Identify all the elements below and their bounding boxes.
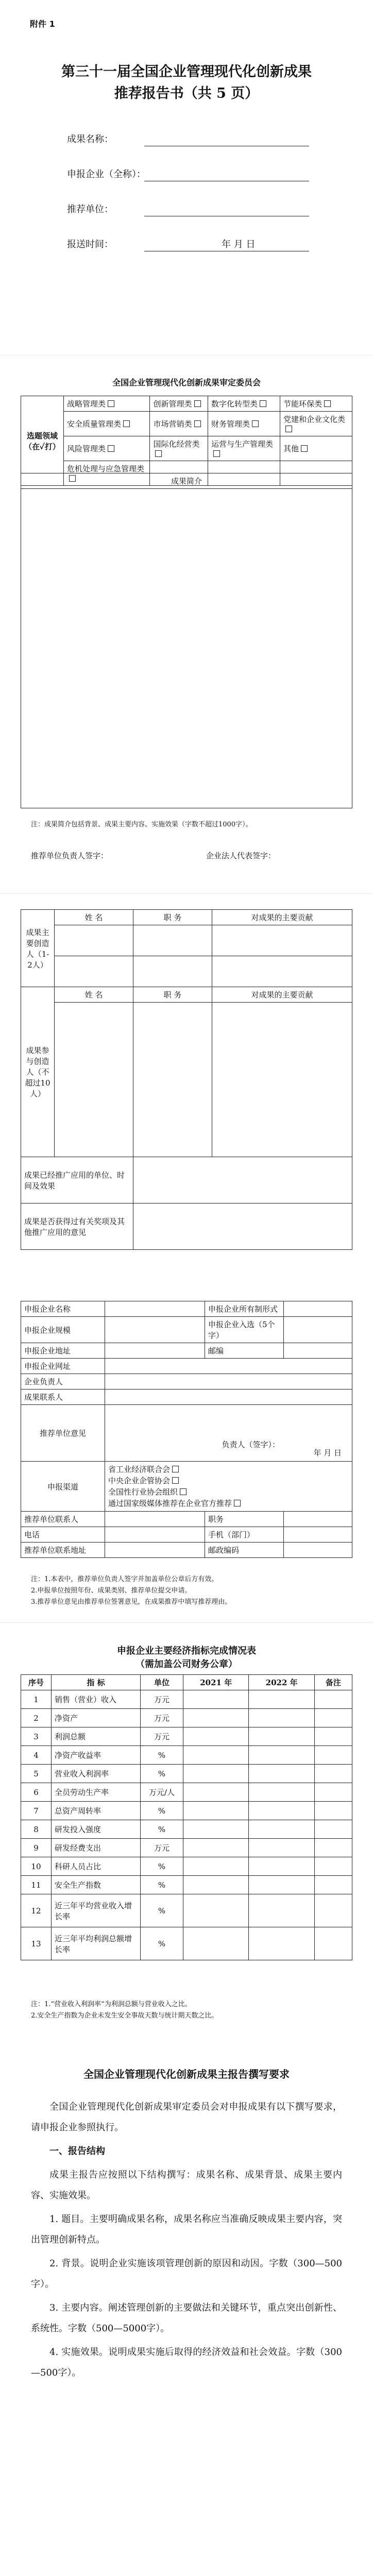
indicator-subtitle: （需加盖公司财务公章） xyxy=(135,1659,238,1670)
checkbox[interactable] xyxy=(260,400,266,407)
input-cell[interactable] xyxy=(249,1709,314,1727)
input-cell[interactable] xyxy=(105,1359,352,1374)
input-cell[interactable] xyxy=(183,1927,249,1960)
note-line: 3.推荐单位意见由推荐单位签署意见，在成果推荐中填写推荐理由。 xyxy=(31,1598,232,1606)
table-row xyxy=(21,1894,352,1927)
col-name: 姓 名 xyxy=(55,987,133,1003)
table-row xyxy=(21,1802,352,1820)
input-cell[interactable] xyxy=(249,1876,314,1894)
field-label: 成果名称： xyxy=(67,134,113,145)
checkbox[interactable] xyxy=(234,1500,241,1506)
recommend-label: 推荐单位意见 xyxy=(21,1405,105,1462)
table-cell: % xyxy=(141,1857,183,1876)
input-cell[interactable] xyxy=(105,1301,205,1317)
guide-body xyxy=(31,2097,342,2386)
input-cell[interactable] xyxy=(183,1746,249,1765)
input-cell[interactable] xyxy=(314,1894,352,1927)
input-cell[interactable] xyxy=(212,1003,352,1157)
input-cell[interactable] xyxy=(183,1876,249,1894)
checkbox[interactable] xyxy=(172,1466,179,1472)
input-cell[interactable] xyxy=(105,1374,352,1389)
input-cell[interactable] xyxy=(249,1690,314,1709)
summary-note: 注：成果简介包括背景、成果主要内容、实施效果（字数不超过1000字）。 xyxy=(31,821,252,828)
input-cell[interactable] xyxy=(314,1690,352,1709)
field-value: 年 月 日 xyxy=(222,239,256,250)
contact-label: 职务 xyxy=(205,1512,284,1527)
field-applicant[interactable] xyxy=(67,164,309,181)
checkbox[interactable] xyxy=(108,445,114,452)
input-cell[interactable] xyxy=(314,1802,352,1820)
category-cell[interactable]: 战略管理类 xyxy=(64,396,150,412)
col-header: 序号 xyxy=(21,1675,52,1690)
checkbox[interactable] xyxy=(252,420,259,427)
paragraph: 成果主报告应按照以下结构撰写：成果名称、成果背景、成果主要内容、实施效果。 xyxy=(31,2170,342,2201)
creators-page xyxy=(0,894,373,1623)
comment-input[interactable] xyxy=(133,1204,352,1250)
table-row xyxy=(21,1727,352,1746)
contact-label: 推荐单位联系地址 xyxy=(21,1543,105,1558)
participants-label: 成果参与创造人（不超过10人） xyxy=(21,987,55,1157)
annex-label: 附件 1 xyxy=(30,19,55,29)
table-cell: 1 xyxy=(21,1690,52,1709)
committee-header: 全国企业管理现代化创新成果审定委员会 xyxy=(112,378,261,387)
input-cell[interactable] xyxy=(133,956,212,987)
note-line: 2.申报单位按照年份、成果类别、推荐单位提交申请。 xyxy=(31,1587,192,1595)
paragraph: 1. 题目。主要明确成果名称，成果名称应当准确反映成果主要内容，突出管理创新特点。 xyxy=(31,2214,342,2245)
input-cell[interactable] xyxy=(249,1839,314,1857)
table-row xyxy=(21,1876,352,1894)
recommend-input[interactable] xyxy=(105,1405,352,1462)
table-cell: % xyxy=(141,1894,183,1927)
col-name: 姓 名 xyxy=(55,910,133,925)
category-cell[interactable]: 数字化转型类 xyxy=(208,396,280,412)
table-row xyxy=(21,1746,352,1765)
input-cell[interactable] xyxy=(249,1820,314,1839)
input-cell[interactable] xyxy=(249,1727,314,1746)
input-cell[interactable] xyxy=(314,1709,352,1727)
table-cell: 7 xyxy=(21,1802,52,1820)
table-cell: 销售（营业）收入 xyxy=(52,1690,141,1709)
note-line: 2.安全生产指数为企业未发生安全事故天数与统计期天数之比。 xyxy=(31,2012,218,2020)
comment-label: 成果是否获得过有关奖项及其他推广应用的意见 xyxy=(21,1204,133,1250)
channel-option[interactable]: 中央企业企管协会 xyxy=(108,1475,349,1486)
table-cell: 5 xyxy=(21,1765,52,1783)
table-cell: % xyxy=(141,1765,183,1783)
firm-row-label: 申报企业地址 xyxy=(21,1343,105,1359)
category-table xyxy=(21,396,352,486)
input-cell[interactable] xyxy=(105,1527,205,1543)
table-cell: % xyxy=(141,1802,183,1820)
input-cell[interactable] xyxy=(249,1894,314,1927)
enterprise-table xyxy=(21,1301,352,1558)
recommender-signature: 推荐单位负责人签字： xyxy=(31,851,109,860)
channel-option[interactable]: 通过国家级媒体推荐在企业官方推荐 xyxy=(108,1498,349,1509)
input-cell[interactable] xyxy=(314,1727,352,1746)
input-cell[interactable] xyxy=(249,1802,314,1820)
input-cell[interactable] xyxy=(284,1317,352,1343)
table-row xyxy=(21,1783,352,1802)
category-cell[interactable]: 创新管理类 xyxy=(150,396,208,412)
field-achievement-name[interactable] xyxy=(67,129,309,146)
table-cell: 全员劳动生产率 xyxy=(52,1783,141,1802)
paragraph: 全国企业管理现代化创新成果审定委员会对申报成果有以下撰写要求，请申报企业参照执行。 xyxy=(31,2102,342,2133)
col-title: 职 务 xyxy=(133,910,212,925)
note-line: 注：1.本表中，推荐单位负责人签字并加盖单位公章后方有效。 xyxy=(31,1575,218,1583)
table-cell: 万元/人 xyxy=(141,1783,183,1802)
table-row xyxy=(21,1857,352,1876)
table-row xyxy=(21,1927,352,1960)
category-cell[interactable]: 节能环保类 xyxy=(280,396,352,412)
table-cell: 万元 xyxy=(141,1690,183,1709)
firm-row-label: 企业负责人 xyxy=(21,1374,105,1389)
firm-row-label: 申报企业规模 xyxy=(21,1317,105,1343)
indicator-notes xyxy=(31,1999,342,2022)
contact-label: 手机（部门） xyxy=(205,1527,284,1543)
summary-table xyxy=(21,473,352,808)
field-submit-date[interactable] xyxy=(67,234,309,251)
category-cell[interactable]: 危机处理与应急管理类 xyxy=(64,461,150,486)
input-cell[interactable] xyxy=(314,1876,352,1894)
promo-label: 成果已经推广应用的单位、时间及效果 xyxy=(21,1157,133,1204)
input-cell[interactable] xyxy=(249,1746,314,1765)
channel-options xyxy=(105,1462,352,1512)
col-header: 2022 年 xyxy=(249,1675,314,1690)
report-title-line2: 推荐报告书（共 5 页） xyxy=(114,86,259,101)
checkbox[interactable] xyxy=(213,450,220,457)
category-cell[interactable]: 安全质量管理类 xyxy=(64,412,150,436)
table-row xyxy=(21,1765,352,1783)
input-cell[interactable] xyxy=(249,1765,314,1783)
table-cell: % xyxy=(141,1927,183,1960)
cover-page xyxy=(0,0,373,355)
input-cell[interactable] xyxy=(183,1820,249,1839)
table-cell: 万元 xyxy=(141,1839,183,1857)
paragraph: 4. 实施效果。说明成果实施后取得的经济效益和社会效益。字数（300—500字）。 xyxy=(31,2347,342,2378)
field-recommender[interactable] xyxy=(67,199,309,216)
category-cell[interactable]: 其他 xyxy=(280,436,352,461)
checkbox[interactable] xyxy=(194,420,201,427)
input-cell[interactable] xyxy=(314,1927,352,1960)
input-cell[interactable] xyxy=(284,1301,352,1317)
input-cell[interactable] xyxy=(183,1783,249,1802)
input-cell[interactable] xyxy=(183,1839,249,1857)
table-cell: 营业收入利润率 xyxy=(52,1765,141,1783)
report-title-line1: 第三十一届全国企业管理现代化创新成果 xyxy=(61,64,312,80)
input-cell[interactable] xyxy=(183,1894,249,1927)
input-cell[interactable] xyxy=(249,1857,314,1876)
table-cell: 12 xyxy=(21,1894,52,1927)
table-cell: 4 xyxy=(21,1746,52,1765)
table-header-row xyxy=(21,1675,352,1690)
input-cell[interactable] xyxy=(183,1765,249,1783)
field-label: 报送时间： xyxy=(67,239,113,250)
table-cell: 利润总额 xyxy=(52,1727,141,1746)
creators-table xyxy=(21,909,352,1250)
note-line: 注：1.“营业收入利润率”为利润总额与营业收入之比。 xyxy=(31,2001,192,2008)
input-cell[interactable] xyxy=(105,1317,205,1343)
col-header: 备注 xyxy=(314,1675,352,1690)
input-cell[interactable] xyxy=(314,1765,352,1783)
category-cell[interactable]: 运营与生产管理类 xyxy=(208,436,280,461)
table-cell: 研发经费支出 xyxy=(52,1839,141,1857)
checkbox[interactable] xyxy=(301,445,308,452)
channel-option[interactable]: 全国性行业协会组织 xyxy=(108,1486,349,1498)
category-label: 选题领域（在✓打） xyxy=(21,396,64,486)
input-cell[interactable] xyxy=(284,1527,352,1543)
input-cell[interactable] xyxy=(183,1857,249,1876)
table-cell: 研发投入强度 xyxy=(52,1820,141,1839)
input-cell[interactable] xyxy=(105,1512,205,1527)
col-header: 指 标 xyxy=(52,1675,141,1690)
table-cell: 3 xyxy=(21,1727,52,1746)
input-cell[interactable] xyxy=(183,1802,249,1820)
checkbox[interactable] xyxy=(123,420,130,427)
legal-rep-signature: 企业法人代表签字： xyxy=(206,851,276,860)
col-title: 职 务 xyxy=(133,987,212,1003)
col-contribution: 对成果的主要贡献 xyxy=(212,910,352,925)
checkbox[interactable] xyxy=(108,400,114,407)
input-cell[interactable] xyxy=(133,925,212,956)
table-row xyxy=(21,1839,352,1857)
category-cell[interactable]: 国际化经营类 xyxy=(150,436,208,461)
table-cell: 安全生产指数 xyxy=(52,1876,141,1894)
checkbox[interactable] xyxy=(194,400,201,407)
checkbox[interactable] xyxy=(324,400,331,407)
table-row xyxy=(21,1690,352,1709)
section-heading: 一、报告结构 xyxy=(49,2146,105,2157)
firm-row-label: 邮编 xyxy=(205,1343,284,1359)
table-cell: 6 xyxy=(21,1783,52,1802)
input-cell[interactable] xyxy=(55,1003,133,1157)
paragraph: 2. 背景。说明企业实施该项管理创新的原因和动因。字数（300—500字）。 xyxy=(31,2258,342,2290)
category-cell[interactable]: 市场营销类 xyxy=(150,412,208,436)
main-creator-label: 成果主要创造人（1-2人） xyxy=(21,910,55,987)
channel-option[interactable]: 省工业经济联合会 xyxy=(108,1464,349,1475)
checkbox[interactable] xyxy=(180,1488,186,1495)
checkbox[interactable] xyxy=(285,426,292,432)
input-cell[interactable] xyxy=(105,1389,352,1405)
table-cell: 11 xyxy=(21,1876,52,1894)
input-cell[interactable] xyxy=(314,1839,352,1857)
contact-label: 电话 xyxy=(21,1527,105,1543)
table-cell: 科研人员占比 xyxy=(52,1857,141,1876)
table-cell: % xyxy=(141,1876,183,1894)
category-cell[interactable]: 党建和企业文化类 xyxy=(280,412,352,436)
table-cell: 10 xyxy=(21,1857,52,1876)
input-cell[interactable] xyxy=(55,956,133,987)
page3-notes xyxy=(31,1574,342,1608)
input-cell[interactable] xyxy=(212,925,352,956)
input-cell[interactable] xyxy=(183,1690,249,1709)
table-row xyxy=(21,1820,352,1839)
firm-row-label: 申报企业网址 xyxy=(21,1359,105,1374)
input-cell[interactable] xyxy=(284,1543,352,1558)
input-cell[interactable] xyxy=(55,925,133,956)
col-contribution: 对成果的主要贡献 xyxy=(212,987,352,1003)
guide-title: 全国企业管理现代化创新成果主报告撰写要求 xyxy=(83,2068,290,2080)
table-cell: 总资产周转率 xyxy=(52,1802,141,1820)
table-cell: % xyxy=(141,1820,183,1839)
promo-input[interactable] xyxy=(133,1157,352,1204)
table-cell: 13 xyxy=(21,1927,52,1960)
category-page xyxy=(0,355,373,894)
firm-row-label: 申报企业名称 xyxy=(21,1301,105,1317)
input-cell[interactable] xyxy=(314,1746,352,1765)
indicators-page xyxy=(0,1623,373,2576)
col-header: 2021 年 xyxy=(183,1675,249,1690)
recommend-sign: 负责人（签字）： xyxy=(222,1440,280,1449)
table-cell: 2 xyxy=(21,1709,52,1727)
contact-label: 邮政编码 xyxy=(205,1543,284,1558)
table-cell: 净资产收益率 xyxy=(52,1746,141,1765)
field-label: 申报企业（全称）： xyxy=(67,169,146,180)
table-cell: 9 xyxy=(21,1839,52,1857)
table-cell: 万元 xyxy=(141,1727,183,1746)
input-cell[interactable] xyxy=(314,1783,352,1802)
channel-label: 申报渠道 xyxy=(21,1462,105,1512)
input-cell[interactable] xyxy=(249,1927,314,1960)
recommend-date: 年 月 日 xyxy=(313,1448,342,1458)
indicator-title: 申报企业主要经济指标完成情况表 xyxy=(117,1646,256,1656)
table-cell: 近三年平均利润总额增长率 xyxy=(52,1927,141,1960)
table-cell: 8 xyxy=(21,1820,52,1839)
firm-row-label: 成果联系人 xyxy=(21,1389,105,1405)
category-cell[interactable]: 风险管理类 xyxy=(64,436,150,461)
input-cell[interactable] xyxy=(249,1783,314,1802)
category-cell[interactable]: 财务管理类 xyxy=(208,412,280,436)
table-cell: 净资产 xyxy=(52,1709,141,1727)
table-cell: % xyxy=(141,1746,183,1765)
checkbox[interactable] xyxy=(155,450,162,457)
checkbox[interactable] xyxy=(172,1477,179,1484)
summary-label: 成果简介 xyxy=(21,473,352,489)
summary-input[interactable] xyxy=(21,489,352,808)
input-cell[interactable] xyxy=(133,1003,212,1157)
input-cell[interactable] xyxy=(105,1543,205,1558)
table-cell: 万元 xyxy=(141,1709,183,1727)
input-cell[interactable] xyxy=(105,1343,205,1359)
contact-label: 推荐单位联系人 xyxy=(21,1512,105,1527)
input-cell[interactable] xyxy=(314,1820,352,1839)
firm-row-label: 申报企业所有制形式 xyxy=(205,1301,284,1317)
input-cell[interactable] xyxy=(183,1709,249,1727)
table-row xyxy=(21,1709,352,1727)
field-label: 推荐单位： xyxy=(67,204,113,215)
input-cell[interactable] xyxy=(183,1727,249,1746)
col-header: 单位 xyxy=(141,1675,183,1690)
table-cell: 近三年平均营业收入增长率 xyxy=(52,1894,141,1927)
indicator-table xyxy=(21,1674,352,1960)
input-cell[interactable] xyxy=(284,1512,352,1527)
firm-row-label: 申报企业入选（5个字） xyxy=(205,1317,284,1343)
input-cell[interactable] xyxy=(284,1343,352,1359)
paragraph: 3. 主要内容。阐述管理创新的主要做法和关键环节，重点突出创新性、系统性。字数（500—5000字）。 xyxy=(31,2302,342,2334)
input-cell[interactable] xyxy=(314,1857,352,1876)
input-cell[interactable] xyxy=(212,956,352,987)
